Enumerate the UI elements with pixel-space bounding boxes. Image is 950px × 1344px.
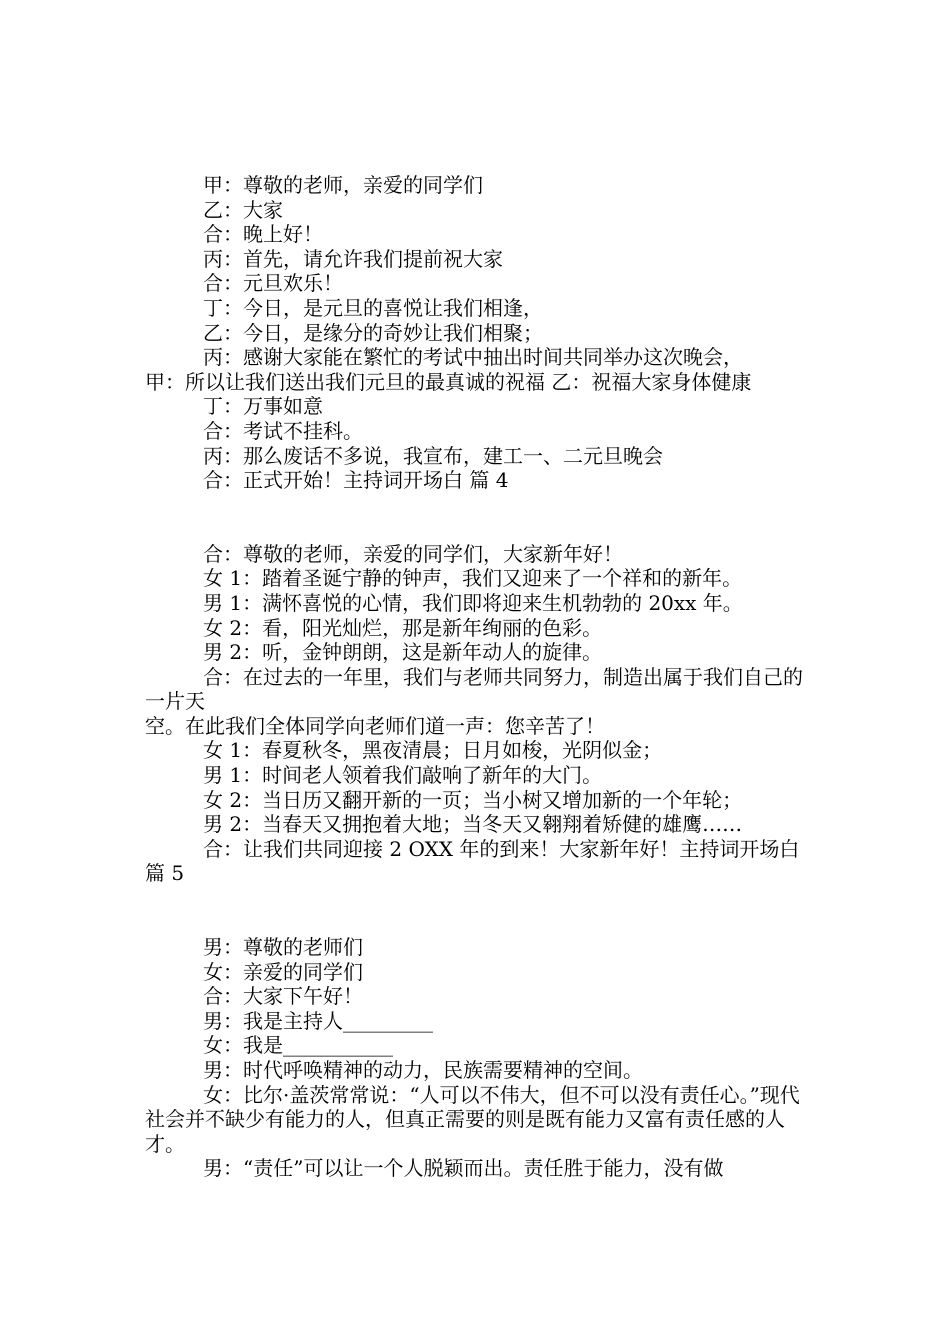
paragraph: 男：“责任”可以让一个人脱颖而出。责任胜于能力，没有做 xyxy=(203,1156,724,1181)
paragraph: 男：我是主持人_________ xyxy=(203,1008,433,1033)
paragraph: 女 1：踏着圣诞宁静的钟声，我们又迎来了一个祥和的新年。 xyxy=(203,566,743,591)
paragraph: 女 2：看，阳光灿烂，那是新年绚丽的色彩。 xyxy=(203,615,603,640)
paragraph: 合：考试不挂科。 xyxy=(203,418,363,443)
paragraph: 合：晚上好！ xyxy=(203,222,323,247)
paragraph: 合：元旦欢乐！ xyxy=(203,271,343,296)
paragraph: 合：在过去的一年里，我们与老师共同努力，制造出属于我们自己的一片天 xyxy=(145,664,803,714)
section-gap xyxy=(145,493,810,542)
paragraph: 女：比尔·盖茨常常说：“人可以不伟大，但不可以没有责任心。”现代社会并不缺少有能力的人，但真正需要的则是既有能力又富有责任感的人才。 xyxy=(145,1082,800,1156)
paragraph: 丙：感谢大家能在繁忙的考试中抽出时间共同举办这次晚会， xyxy=(203,345,743,370)
paragraph: 甲：尊敬的老师，亲爱的同学们 xyxy=(203,173,483,197)
paragraph: 合：让我们共同迎接 2 OXX 年的到来！大家新年好！主持词开场白 篇 5 xyxy=(145,836,806,886)
paragraph: 丙：首先，请允许我们提前祝大家 xyxy=(203,246,503,271)
paragraph: 男 2：听，金钟朗朗，这是新年动人的旋律。 xyxy=(203,640,603,665)
paragraph: 甲：所以让我们送出我们元旦的最真诚的祝福 乙：祝福大家身体健康 xyxy=(145,369,752,394)
section-3 xyxy=(145,935,810,1181)
paragraph: 合：尊敬的老师，亲爱的同学们，大家新年好！ xyxy=(203,541,623,566)
paragraph: 丙：那么废话不多说，我宣布，建工一、二元旦晚会 xyxy=(203,443,663,468)
paragraph: 合：大家下午好！ xyxy=(203,984,363,1009)
paragraph: 丁：今日，是元旦的喜悦让我们相逢， xyxy=(203,295,543,320)
paragraph: 合：正式开始！主持词开场白 篇 4 xyxy=(203,468,509,493)
paragraph: 男 1：满怀喜悦的心情，我们即将迎来生机勃勃的 20xx 年。 xyxy=(203,590,743,615)
paragraph: 乙：大家 xyxy=(203,197,283,222)
paragraph: 女：我是___________ xyxy=(203,1033,393,1058)
paragraph: 丁：万事如意 xyxy=(203,394,323,419)
paragraph: 男 1：时间老人领着我们敲响了新年的大门。 xyxy=(203,763,603,788)
paragraph: 男：时代呼唤精神的动力，民族需要精神的空间。 xyxy=(203,1058,643,1082)
paragraph: 女 2：当日历又翻开新的一页；当小树又增加新的一个年轮； xyxy=(203,787,743,812)
paragraph: 女：亲爱的同学们 xyxy=(203,959,363,984)
section-2 xyxy=(145,542,810,886)
paragraph: 乙：今日，是缘分的奇妙让我们相聚； xyxy=(203,320,543,345)
paragraph: 空。在此我们全体同学向老师们道一声：您辛苦了！ xyxy=(145,713,605,738)
section-1 xyxy=(145,173,810,493)
document-body xyxy=(145,173,810,1181)
section-gap xyxy=(145,886,810,935)
paragraph: 男：尊敬的老师们 xyxy=(203,935,363,960)
paragraph: 男 2：当春天又拥抱着大地；当冬天又翱翔着矫健的雄鹰…… xyxy=(203,812,743,837)
paragraph: 女 1：春夏秋冬，黑夜清晨；日月如梭，光阴似金； xyxy=(203,738,663,763)
